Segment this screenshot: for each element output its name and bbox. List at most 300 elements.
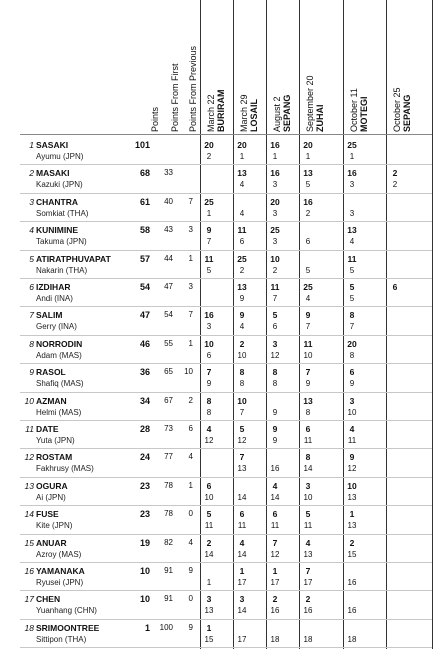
race-header [349, 88, 369, 132]
rider-last-name: YAMANAKA [36, 566, 85, 576]
race-points: 3 [349, 395, 355, 406]
race-points: 6 [392, 282, 398, 292]
points-from-previous: 0 [188, 509, 193, 519]
race-points: 5 [239, 424, 245, 434]
row-divider [20, 363, 432, 364]
points-from-first: 43 [164, 225, 173, 235]
race-finish-position: 11 [347, 436, 357, 445]
race-points: 9 [349, 452, 355, 463]
race-finish-position: 12 [270, 549, 280, 559]
column-divider [233, 0, 234, 649]
row-divider [20, 221, 432, 222]
race-venue: ZUHAI [315, 104, 325, 132]
race-finish-position: 5 [349, 294, 355, 303]
rider-last-name: SASAKI [36, 140, 69, 150]
race-points: 16 [270, 168, 280, 179]
rider-points: 36 [139, 367, 150, 378]
race-finish-position: 6 [206, 350, 212, 360]
points-from-previous: 4 [188, 537, 193, 547]
race-finish-position: 4 [239, 180, 245, 190]
race-finish-position: 14 [237, 549, 247, 559]
race-points: 25 [204, 196, 214, 207]
rider-first-name: Yuta (JPN) [36, 436, 75, 445]
points-from-first: 44 [164, 253, 173, 263]
row-divider [20, 448, 432, 449]
race-finish-position: 15 [204, 634, 214, 644]
race-finish-position: 1 [272, 152, 278, 161]
race-finish-position: 8 [272, 379, 278, 389]
points-from-previous: 1 [188, 338, 193, 348]
race-points: 13 [237, 168, 247, 179]
race-finish-position: 18 [270, 634, 280, 644]
points-from-first: 54 [164, 310, 173, 320]
rider-position: 8 [29, 338, 34, 349]
race-points: 5 [206, 509, 212, 520]
race-finish-position: 8 [239, 379, 245, 389]
rider-position: 18 [24, 622, 34, 633]
race-finish-position: 14 [237, 606, 247, 616]
row-divider [20, 619, 432, 620]
row-divider [20, 647, 432, 648]
race-finish-position: 7 [206, 237, 212, 247]
rider-position: 4 [29, 225, 34, 236]
race-finish-position: 12 [347, 464, 357, 474]
rider-last-name: KUNIMINE [36, 225, 79, 236]
race-date: March 22 [206, 94, 216, 132]
race-header [206, 90, 226, 133]
race-finish-position: 7 [272, 294, 278, 303]
rider-last-name: CHEN [36, 594, 61, 605]
points-from-first: 73 [164, 424, 173, 433]
race-finish-position: 18 [303, 634, 313, 644]
points-from-previous: 0 [188, 594, 193, 604]
header-from-first: Points From First [170, 63, 180, 132]
row-divider [20, 420, 432, 421]
race-finish-position: 4 [239, 208, 245, 218]
race-points: 6 [206, 480, 212, 491]
rider-first-name: Gerry (INA) [36, 322, 77, 332]
race-finish-position: 13 [204, 606, 214, 616]
race-points: 5 [305, 509, 311, 520]
points-from-previous: 1 [188, 253, 193, 263]
rider-first-name: Sittipon (THA) [36, 634, 87, 644]
race-finish-position: 5 [349, 265, 355, 275]
race-points: 25 [237, 253, 247, 264]
race-finish-position: 9 [272, 407, 278, 417]
race-finish-position: 8 [206, 407, 212, 417]
race-finish-position: 9 [272, 436, 278, 445]
race-finish-position: 1 [206, 208, 212, 218]
race-points: 9 [305, 310, 311, 321]
rider-last-name: CHANTRA [36, 196, 79, 207]
row-divider [20, 505, 432, 506]
race-finish-position: 14 [237, 492, 247, 502]
race-finish-position: 2 [305, 208, 311, 218]
row-divider [20, 306, 432, 307]
rider-last-name: OGURA [36, 480, 68, 491]
race-finish-position: 11 [204, 521, 214, 531]
rider-position: 7 [29, 310, 34, 321]
rider-position: 3 [29, 196, 34, 207]
race-finish-position: 8 [305, 407, 311, 417]
race-finish-position: 18 [347, 634, 357, 644]
race-points: 7 [206, 367, 212, 378]
race-finish-position: 9 [349, 379, 355, 389]
race-points: 3 [272, 338, 278, 349]
race-points: 8 [206, 395, 212, 406]
race-points: 11 [347, 253, 357, 264]
race-finish-position: 2 [272, 265, 278, 275]
row-divider [20, 392, 432, 393]
rider-position: 1 [29, 140, 34, 150]
race-points: 6 [349, 367, 355, 378]
race-finish-position: 6 [272, 322, 278, 332]
race-venue: LOSAIL [249, 99, 259, 132]
column-divider [343, 0, 344, 649]
rider-points: 54 [139, 282, 150, 292]
rider-points: 1 [144, 622, 150, 633]
header-rule [20, 134, 432, 135]
race-date: March 29 [239, 94, 249, 132]
rider-last-name: ATIRATPHUVAPAT [36, 253, 111, 264]
race-finish-position: 13 [347, 521, 357, 531]
rider-first-name: Takuma (JPN) [36, 237, 87, 247]
points-from-first: 55 [164, 338, 173, 348]
race-finish-position: 9 [206, 379, 212, 389]
race-finish-position: 3 [206, 322, 212, 332]
race-finish-position: 10 [237, 350, 247, 360]
race-points: 9 [272, 424, 278, 434]
points-from-first: 40 [164, 196, 173, 206]
race-points: 13 [303, 168, 313, 179]
points-from-previous: 2 [188, 395, 193, 405]
rider-points: 10 [139, 594, 150, 605]
points-from-first: 67 [164, 395, 173, 405]
race-finish-position: 11 [303, 436, 313, 445]
race-finish-position: 16 [347, 606, 357, 616]
race-finish-position: 3 [349, 208, 355, 218]
row-divider [20, 534, 432, 535]
race-points: 10 [204, 338, 214, 349]
race-finish-position: 11 [270, 521, 280, 531]
row-divider [20, 590, 432, 591]
race-points: 9 [239, 310, 245, 321]
row-divider [20, 193, 432, 194]
race-finish-position: 1 [206, 578, 212, 587]
rider-last-name: IZDIHAR [36, 282, 71, 292]
race-points: 6 [305, 424, 311, 434]
rider-points: 46 [139, 338, 150, 349]
race-points: 1 [272, 566, 278, 576]
race-finish-position: 6 [239, 237, 245, 247]
race-points: 25 [303, 282, 313, 292]
race-points: 7 [239, 452, 245, 463]
race-points: 3 [305, 480, 311, 491]
race-venue: MOTEGI [359, 96, 369, 132]
race-points: 11 [270, 282, 280, 292]
race-finish-position: 4 [349, 237, 355, 247]
race-points: 5 [349, 282, 355, 292]
race-points: 20 [270, 196, 280, 207]
rider-last-name: ROSTAM [36, 452, 73, 463]
race-points: 2 [305, 594, 311, 605]
rider-points: 61 [139, 196, 150, 207]
header-points: Points [150, 106, 160, 132]
race-points: 1 [239, 566, 245, 576]
points-from-first: 33 [164, 168, 173, 178]
rider-first-name: Yuanhang (CHN) [36, 606, 97, 616]
race-points: 9 [206, 225, 212, 236]
points-from-first: 77 [164, 452, 173, 462]
race-points: 3 [239, 594, 245, 605]
race-finish-position: 13 [347, 492, 357, 502]
race-date: October 25 [392, 87, 402, 132]
rider-points: 28 [139, 424, 150, 434]
race-finish-position: 14 [303, 464, 313, 474]
race-finish-position: 12 [237, 436, 247, 445]
race-date: August 2 [272, 96, 282, 132]
race-points: 3 [206, 594, 212, 605]
race-finish-position: 14 [204, 549, 214, 559]
rider-points: 57 [139, 253, 150, 264]
race-points: 8 [349, 310, 355, 321]
race-points: 13 [303, 395, 313, 406]
column-divider [200, 0, 201, 649]
points-from-first: 82 [164, 537, 173, 547]
race-finish-position: 4 [305, 294, 311, 303]
row-divider [20, 335, 432, 336]
race-points: 13 [237, 282, 247, 292]
race-points: 20 [303, 140, 313, 150]
race-points: 10 [270, 253, 280, 264]
race-points: 8 [239, 367, 245, 378]
race-finish-position: 11 [303, 521, 313, 531]
race-finish-position: 7 [239, 407, 245, 417]
rider-last-name: FUSE [36, 509, 59, 520]
race-points: 2 [272, 594, 278, 605]
race-venue: BURIRAM [216, 89, 226, 132]
rider-first-name: Andi (INA) [36, 294, 73, 303]
points-from-previous: 6 [188, 424, 193, 433]
race-finish-position: 14 [270, 492, 280, 502]
points-from-first: 91 [164, 594, 173, 604]
race-finish-position: 9 [305, 379, 311, 389]
race-finish-position: 10 [347, 407, 357, 417]
rider-position: 5 [29, 253, 34, 264]
rider-points: 23 [139, 480, 150, 491]
row-divider [20, 562, 432, 563]
race-finish-position: 8 [349, 350, 355, 360]
header-from-previous: Points From Previous [188, 45, 198, 132]
rider-points: 23 [139, 509, 150, 520]
race-finish-position: 7 [305, 322, 311, 332]
race-points: 8 [272, 367, 278, 378]
rider-position: 2 [29, 168, 34, 179]
race-finish-position: 2 [206, 152, 212, 161]
race-finish-position: 9 [239, 294, 245, 303]
race-finish-position: 10 [303, 350, 313, 360]
rider-position: 17 [24, 594, 34, 605]
points-from-first: 47 [164, 282, 173, 291]
race-finish-position: 16 [270, 606, 280, 616]
race-header [305, 75, 325, 132]
points-from-previous: 10 [184, 367, 193, 377]
rider-last-name: SRIMOONTREE [36, 622, 100, 633]
race-points: 2 [239, 338, 245, 349]
race-date: September 20 [305, 75, 315, 132]
points-from-previous: 3 [188, 282, 193, 291]
race-finish-position: 1 [305, 152, 311, 161]
race-points: 20 [237, 140, 247, 150]
race-points: 4 [305, 537, 311, 548]
race-points: 7 [305, 566, 311, 576]
race-finish-position: 5 [206, 265, 212, 275]
race-venue: SEPANG [402, 94, 412, 132]
rider-first-name: Ryusei (JPN) [36, 578, 84, 587]
points-from-first: 100 [159, 622, 173, 632]
rider-first-name: Fakhrusy (MAS) [36, 464, 94, 474]
rider-points: 47 [139, 310, 150, 321]
race-points: 10 [237, 395, 247, 406]
race-header [239, 94, 259, 132]
column-divider [266, 0, 267, 649]
rider-points: 58 [139, 225, 150, 236]
rider-first-name: Kazuki (JPN) [36, 180, 83, 190]
points-from-previous: 4 [188, 452, 193, 462]
rider-position: 11 [25, 424, 34, 434]
rider-last-name: AZMAN [36, 395, 67, 406]
rider-first-name: Ai (JPN) [36, 492, 66, 502]
row-divider [20, 278, 432, 279]
race-finish-position: 16 [347, 578, 357, 587]
rider-last-name: RASOL [36, 367, 66, 378]
rider-position: 10 [24, 395, 34, 406]
rider-first-name: Helmi (MAS) [36, 407, 82, 417]
race-finish-position: 5 [305, 265, 311, 275]
rider-position: 16 [24, 566, 34, 576]
race-points: 1 [349, 509, 355, 520]
race-finish-position: 3 [272, 208, 278, 218]
race-finish-position: 16 [303, 606, 313, 616]
row-divider [20, 250, 432, 251]
race-points: 7 [305, 367, 311, 378]
race-points: 2 [392, 168, 398, 179]
race-finish-position: 17 [237, 634, 247, 644]
race-points: 16 [347, 168, 357, 179]
race-finish-position: 10 [204, 492, 214, 502]
column-divider [386, 0, 387, 649]
column-divider [432, 0, 433, 649]
rider-points: 24 [139, 452, 150, 463]
points-from-previous: 9 [188, 566, 193, 575]
race-finish-position: 5 [305, 180, 311, 190]
race-finish-position: 15 [347, 549, 357, 559]
race-points: 4 [239, 537, 245, 548]
race-points: 16 [270, 140, 280, 150]
race-points: 6 [239, 509, 245, 520]
race-points: 10 [347, 480, 357, 491]
rider-first-name: Azroy (MAS) [36, 549, 82, 559]
points-from-previous: 7 [188, 196, 193, 206]
race-finish-position: 13 [237, 464, 247, 474]
race-finish-position: 1 [239, 152, 245, 161]
race-points: 11 [237, 225, 247, 236]
race-points: 2 [206, 537, 212, 548]
race-points: 5 [272, 310, 278, 321]
race-finish-position: 1 [349, 152, 355, 161]
race-finish-position: 3 [272, 237, 278, 247]
race-points: 25 [347, 140, 357, 150]
race-points: 4 [206, 424, 212, 434]
rider-position: 9 [29, 367, 34, 378]
race-points: 25 [270, 225, 280, 236]
race-points: 11 [204, 253, 214, 264]
race-venue: SEPANG [282, 94, 292, 132]
race-finish-position: 6 [305, 237, 311, 247]
race-points: 4 [272, 480, 278, 491]
race-finish-position: 16 [270, 464, 280, 474]
rider-last-name: DATE [36, 424, 59, 434]
rider-last-name: SALIM [36, 310, 63, 321]
rider-first-name: Nakarin (THA) [36, 265, 88, 275]
race-finish-position: 3 [272, 180, 278, 190]
rider-first-name: Shafiq (MAS) [36, 379, 84, 389]
race-finish-position: 2 [392, 180, 398, 190]
rider-first-name: Somkiat (THA) [36, 208, 89, 218]
race-finish-position: 10 [303, 492, 313, 502]
rider-position: 14 [24, 509, 34, 520]
race-finish-position: 13 [303, 549, 313, 559]
points-from-previous: 7 [188, 310, 193, 320]
race-points: 16 [303, 196, 313, 207]
race-points: 20 [204, 140, 214, 150]
rider-first-name: Kite (JPN) [36, 521, 73, 531]
race-header [272, 95, 292, 132]
rider-last-name: NORRODIN [36, 338, 83, 349]
race-points: 2 [349, 537, 355, 548]
rider-points: 101 [134, 140, 150, 150]
race-points: 13 [347, 225, 357, 236]
points-from-previous: 1 [188, 480, 193, 490]
points-from-first: 78 [164, 480, 173, 490]
race-points: 6 [272, 509, 278, 520]
rider-position: 12 [24, 452, 34, 463]
points-from-first: 91 [164, 566, 173, 575]
column-divider [299, 0, 300, 649]
race-finish-position: 11 [237, 521, 247, 531]
rider-last-name: MASAKI [36, 168, 70, 179]
race-finish-position: 7 [349, 322, 355, 332]
race-finish-position: 3 [349, 180, 355, 190]
race-date: October 11 [349, 88, 359, 132]
rider-position: 6 [29, 282, 34, 292]
rider-position: 13 [24, 480, 34, 491]
race-finish-position: 17 [303, 578, 313, 587]
race-points: 7 [272, 537, 278, 548]
rider-first-name: Adam (MAS) [36, 350, 82, 360]
rider-points: 68 [139, 168, 150, 179]
race-points: 4 [349, 424, 355, 434]
race-points: 20 [347, 338, 357, 349]
points-from-first: 65 [164, 367, 173, 377]
race-points: 11 [303, 338, 313, 349]
race-finish-position: 4 [239, 322, 245, 332]
rider-points: 34 [139, 395, 150, 406]
rider-last-name: ANUAR [36, 537, 67, 548]
rider-first-name: Ayumu (JPN) [36, 152, 84, 161]
rider-points: 10 [139, 566, 150, 576]
race-finish-position: 17 [237, 578, 247, 587]
